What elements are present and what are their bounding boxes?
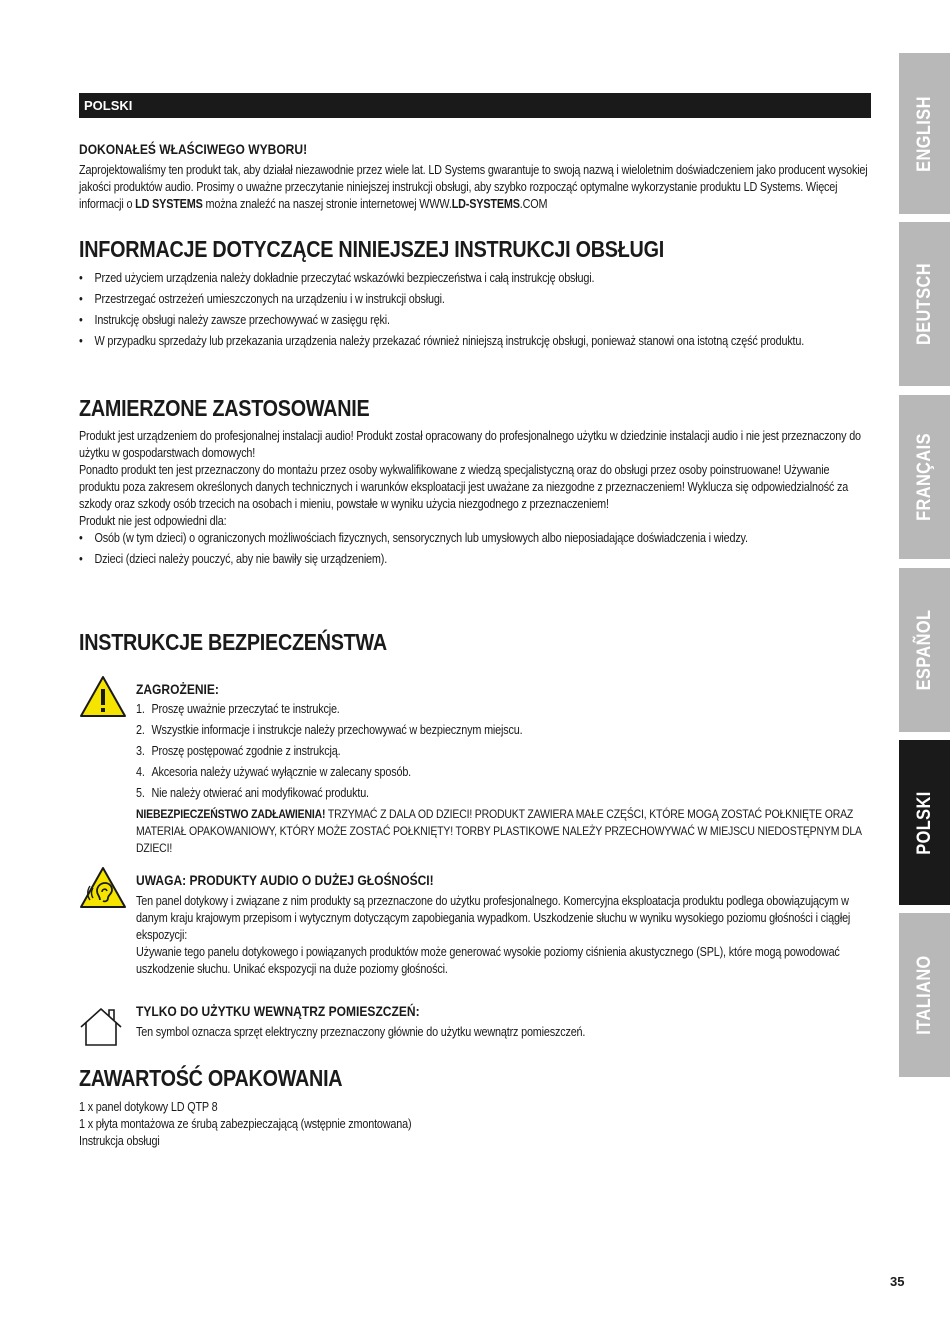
tab-label: ENGLISH [913, 95, 935, 172]
choking-warning-text: TRZYMAĆ Z DALA OD DZIECI! PRODUKT ZAWIERA MAŁE CZĘŚCI, KTÓRE MOGĄ ZOSTAĆ POŁKNIĘTE ORAZ MATERIAŁ OPAKOWANIOWY, KTÓRY MOŻE ZOSTAĆ POŁKNIĘTY! TORBY PLASTIKOWE NALEŻY PRZECHOWYWAĆ W MIEJSCU NIEDOSTĘPNYM DLA DZIECI! [136, 807, 862, 855]
manual-info-heading: INFORMACJE DOTYCZĄCE NINIEJSZEJ INSTRUKCJI OBSŁUGI [79, 236, 664, 262]
tab-english[interactable] [899, 53, 950, 214]
intended-use-para-2: Ponadto produkt ten jest przeznaczony do montażu przez osoby wykwalifikowane z wiedzą specjalistyczną oraz do obsługi przez osoby poinstruowane! Używanie produktu poza zakresem określonych danych technicznych i warunków eksploatacji jest uważane za niezgodne z przeznaczeniem! Wyklucza się odpowiedzialność za szkody oraz szkody osób trzecich na osobach i mieniu, powstałe w wyniku użycia niezgodnego z przeznaczeniem! [79, 463, 849, 511]
indoor-text: Ten symbol oznacza sprzęt elektryczny przeznaczony głównie do użytku wewnątrz pomieszczeń. [136, 1025, 586, 1039]
package-section [79, 1065, 871, 1150]
list-item: • Instrukcję obsługi należy zawsze przechowywać w zasięgu ręki. [79, 312, 870, 329]
list-item [136, 743, 927, 760]
danger-title: ZAGROŻENIE: [136, 681, 219, 697]
list-text: Akcesoria należy używać wyłącznie w zalecany sposób. [151, 765, 412, 779]
safety-section [79, 629, 871, 656]
choking-warning [136, 806, 876, 857]
list-text: Wszystkie informacje i instrukcje należy przechowywać w bezpiecznym miejscu. [151, 723, 523, 737]
package-heading: ZAWARTOŚĆ OPAKOWANIA [79, 1065, 343, 1091]
hearing-warning-icon [79, 866, 127, 909]
tab-polski[interactable] [899, 740, 950, 905]
danger-list [136, 701, 927, 802]
safety-heading: INSTRUKCJE BEZPIECZEŃSTWA [79, 629, 387, 655]
indoor-title: TYLKO DO UŻYTKU WEWNĄTRZ POMIESZCZEŃ: [136, 1003, 420, 1019]
tab-label: ITALIANO [913, 955, 935, 1035]
intro-text-b: można znaleźć na naszej stronie internetowej WWW. [202, 197, 452, 211]
list-item: 1 x płyta montażowa ze śrubą zabezpieczającą (wstępnie zmontowana) [79, 1117, 412, 1131]
list-number: 1. [136, 702, 145, 716]
manual-info-section [79, 236, 871, 350]
list-item: 1 x panel dotykowy LD QTP 8 [79, 1100, 218, 1114]
intro-text [79, 162, 870, 213]
intro-heading: DOKONAŁEŚ WŁAŚCIWEGO WYBORU! [79, 141, 308, 157]
tab-label: FRANÇAIS [913, 433, 935, 521]
package-list [79, 1099, 870, 1150]
choking-warning-label: NIEBEZPIECZEŃSTWO ZADŁAWIENIA! [136, 807, 326, 821]
tab-deutsch[interactable] [899, 222, 950, 386]
loud-audio-text-1: Ten panel dotykowy i związane z nim produkty są przeznaczone do użytku profesjonalnego. Komercyjna eksploatacja produktu podlega obowiązującym w danym kraju krajowym przepisom i wytycznym dotyczącym zapobiegania wypadkom. Uszkodzenie słuchu w wyniku wysokiego poziomu głośności i ciągłej ekspozycji: [136, 894, 851, 942]
tab-espanol[interactable] [899, 568, 950, 732]
list-text: Proszę postępować zgodnie z instrukcją. [151, 744, 341, 758]
loud-audio-text-2: Używanie tego panelu dotykowego i powiązanych produktów może generować wysokie poziomy ciśnienia akustycznego (SPL), które mogą powodować uszkodzenie słuchu. Unikać ekspozycji na duże poziomy głośności. [136, 945, 840, 976]
list-text: Nie należy otwierać ani modyfikować produktu. [151, 786, 369, 800]
tab-label: DEUTSCH [913, 263, 935, 345]
list-number: 2. [136, 723, 145, 737]
list-item [136, 764, 927, 781]
list-item [136, 785, 927, 802]
list-item: • Przestrzegać ostrzeżeń umieszczonych na urządzeniu i w instrukcji obsługi. [79, 291, 870, 308]
danger-block [136, 681, 871, 857]
list-text: Proszę uważnie przeczytać te instrukcje. [151, 702, 340, 716]
tab-label: ESPAÑOL [913, 609, 935, 691]
loud-audio-title: UWAGA: PRODUKTY AUDIO O DUŻEJ GŁOŚNOŚCI! [136, 872, 434, 888]
list-item: • Dzieci (dzieci należy pouczyć, aby nie bawiły się urządzeniem). [79, 551, 870, 568]
list-item: Instrukcja obsługi [79, 1134, 160, 1148]
tab-francais[interactable] [899, 395, 950, 559]
list-number: 5. [136, 786, 145, 800]
intended-use-para-3: Produkt nie jest odpowiedni dla: [79, 514, 227, 528]
intended-use-body [79, 428, 870, 568]
list-item: • Osób (w tym dzieci) o ograniczonych możliwościach fizycznych, sensorycznych lub umysłowych albo nieposiadające doświadczenia i wiedzy. [79, 530, 870, 547]
intended-use-section [79, 395, 871, 568]
indoor-house-icon [79, 1007, 123, 1047]
warning-triangle-icon [79, 675, 127, 718]
list-item [136, 722, 927, 739]
tab-label: POLSKI [913, 790, 935, 855]
list-item: • W przypadku sprzedaży lub przekazania urządzenia należy przekazać również niniejszą instrukcję obsługi, ponieważ stanowi ona istotną część produktu. [79, 333, 870, 350]
intro-text-a: Zaprojektowaliśmy ten produkt tak, aby działał niezawodnie przez wiele lat. LD Systems gwarantuje to swoją nazwą i wieloletnim doświadczeniem jako producent wysokiej jakości produktów audio. Prosimy o uważne przeczytanie niniejszej instrukcji obsługi, aby szybko rozpocząć optymalne wykorzystanie produktu LD Systems. Więcej informacji o [79, 163, 868, 211]
page-number: 35 [890, 1274, 905, 1289]
intended-use-heading: ZAMIERZONE ZASTOSOWANIE [79, 395, 370, 421]
intended-use-para-1: Produkt jest urządzeniem do profesjonalnej instalacji audio! Produkt został opracowany do profesjonalnego użytku w dziedzinie instalacji audio i nie jest przeznaczony do użytku w gospodarstwach domowych! [79, 429, 861, 460]
intro-brand: LD SYSTEMS [135, 197, 203, 211]
intro-site-brand: LD-SYSTEMS [451, 197, 520, 211]
loud-audio-block [136, 872, 871, 978]
indoor-block [136, 1003, 871, 1041]
language-header-bar: POLSKI [79, 93, 871, 118]
intended-use-list [79, 530, 870, 568]
loud-audio-body [136, 893, 867, 978]
list-number: 4. [136, 765, 145, 779]
intro-text-c: .COM [519, 197, 548, 211]
list-item [136, 701, 927, 718]
list-item: • Przed użyciem urządzenia należy dokładnie przeczytać wskazówki bezpieczeństwa i całą instrukcję obsługi. [79, 270, 870, 287]
tab-italiano[interactable] [899, 913, 950, 1077]
intro-section [79, 141, 871, 213]
manual-info-list [79, 270, 870, 350]
list-number: 3. [136, 744, 145, 758]
